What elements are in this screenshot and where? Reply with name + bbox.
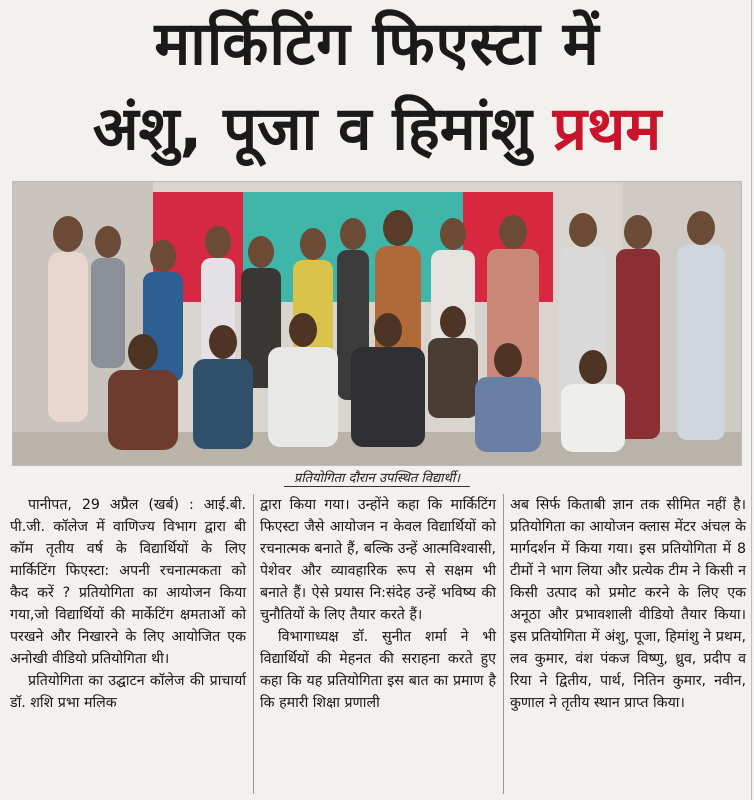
article-col3-para1: अब सिर्फ किताबी ज्ञान तक सीमित नहीं है।प्रतियोगिता का आयोजन क्लास मेंटर अंचल के मार्गदर्शन में किया गया। इस प्रतियोगिता में 8 टीमों ने भाग लिया और प्रत्येक टीम ने किसी न किसी उत्पाद को प्रमोट करने के लिए एक अनूठा और प्रभावशाली वीडियो तैयार किया। इस प्रतियोगिता में अंशु, पूजा, हिमांशु ने प्रथम, लव कुमार, वंश पंकज विष्णु, ध्रुव, प्रदीप व रिया ने द्वितीय, पार्थ, नितिन कुमार, नवीन, कुणाल ने तृतीय स्थान प्राप्त किया। <box>510 497 746 711</box>
photo-caption <box>0 467 754 491</box>
group-photo <box>12 181 742 466</box>
article-column-1 <box>10 494 246 794</box>
headline-names: अंशु, पूजा व हिमांशु <box>92 94 532 164</box>
article-column-3 <box>510 494 746 794</box>
group-photo-illustration <box>13 182 741 465</box>
article-col1-para2: प्रतियोगिता का उद्घाटन कॉलेज की प्राचार्या डॉ. शशि प्रभा मलिक <box>10 673 246 711</box>
photo-caption-text: प्रतियोगिता दौरान उपस्थित विद्यार्थी। <box>284 471 470 487</box>
article-col1-para1: पानीपत, 29 अप्रैल (खर्ब) : आई.बी. पी.जी. कॉलेज में वाणिज्य विभाग द्वारा बी कॉम तृतीय वर्ष के विद्यार्थियों के लिए मार्किटिंग फिएस्टा: अपनी रचनात्मकता को कैद करें ? प्रतियोगिता का आयोजन किया गया,जो विद्यार्थियों की मार्केटिंग क्षमताओं को परखने और निखारने के लिए आयोजित एक अनोखी वीडियो प्रतियोगिता थी। <box>10 497 246 667</box>
article-col2-para1: द्वारा किया गया। उन्होंने कहा कि मार्किटिंग फिएस्टा जैसे आयोजन न केवल विद्यार्थियों को रचनात्मक बनाते हैं, बल्कि उन्हें आत्मविश्वासी, पेशेवर और व्यावहारिक रूप से सक्षम भी बनाते हैं। ऐसे प्रयास नि:संदेह उन्हें भविष्य की चुनौतियों के लिए तैयार करते हैं। <box>260 497 496 623</box>
column-rule-2 <box>503 494 504 794</box>
article-column-2 <box>260 494 496 794</box>
headline-accent: प्रथम <box>552 94 662 164</box>
column-rule-1 <box>253 494 254 794</box>
headline-line-1: मार्किटिंग फिएस्टा में <box>154 9 600 79</box>
headline-line-2 <box>0 84 754 174</box>
article-col2-para2: विभागाध्यक्ष डॉ. सुनीत शर्मा ने भी विद्यार्थियों की मेहनत की सराहना करते हुए कहा कि यह प्रतियोगिता इस बात का प्रमाण है कि हमारी शिक्षा प्रणाली <box>260 629 496 711</box>
